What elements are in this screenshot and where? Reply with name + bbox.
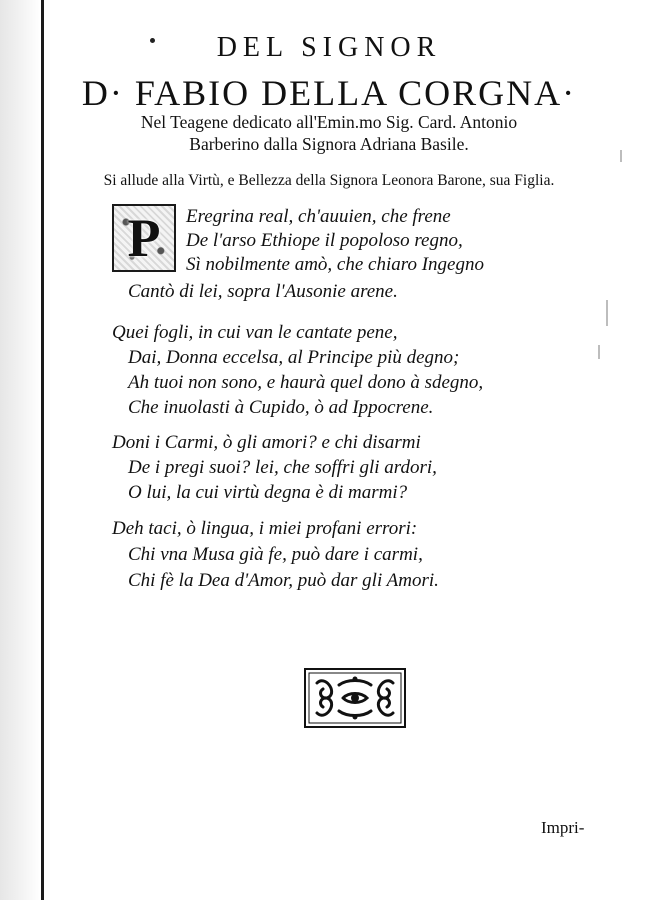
verse-line: Chi vna Musa già fe, può dare i carmi, — [128, 544, 423, 565]
dedication-line-1: Nel Teagene dedicato all'Emin.mo Sig. Card. Antonio — [140, 112, 518, 132]
verse-line: Che inuolasti à Cupido, ò ad Ippocrene. — [128, 397, 434, 418]
heading-author-name: D· FABIO DELLA CORGNA· — [81, 73, 577, 113]
verse-line: Dai, Donna eccelsa, al Principe più degno; — [128, 347, 460, 368]
verse-line: Chi fè la Dea d'Amor, può dar gli Amori. — [128, 570, 439, 591]
verse-line: Ah tuoi non sono, e haurà quel dono à sdegno, — [128, 372, 484, 393]
verse-line: O lui, la cui virtù degna è di marmi? — [128, 482, 408, 503]
verse-line: De l'arso Ethiope il popoloso regno, — [186, 230, 463, 251]
initial-letter: P — [127, 208, 161, 268]
printers-ornament — [303, 667, 407, 729]
verse-line: De i pregi suoi? lei, che soffri gli ardori, — [128, 457, 437, 478]
verse-line: Cantò di lei, sopra l'Ausonie arene. — [128, 281, 398, 302]
verse-line: Quei fogli, in cui van le cantate pene, — [112, 322, 398, 343]
dedication-line-2: Barberino dalla Signora Adriana Basile. — [189, 134, 469, 154]
verse-line: Deh taci, ò lingua, i miei profani errori: — [112, 518, 418, 539]
heading-author-prefix: DEL SIGNOR — [216, 32, 442, 63]
verse-line: Sì nobilmente amò, che chiaro Ingegno — [186, 254, 484, 275]
verse-line: Doni i Carmi, ò gli amori? e chi disarmi — [112, 432, 421, 453]
verse-line: Eregrina real, ch'auuien, che frene — [186, 206, 451, 227]
catchword: Impri- — [541, 818, 585, 837]
allusion-note: Si allude alla Virtù, e Bellezza della Signora Leonora Barone, sua Figlia. — [103, 172, 555, 189]
